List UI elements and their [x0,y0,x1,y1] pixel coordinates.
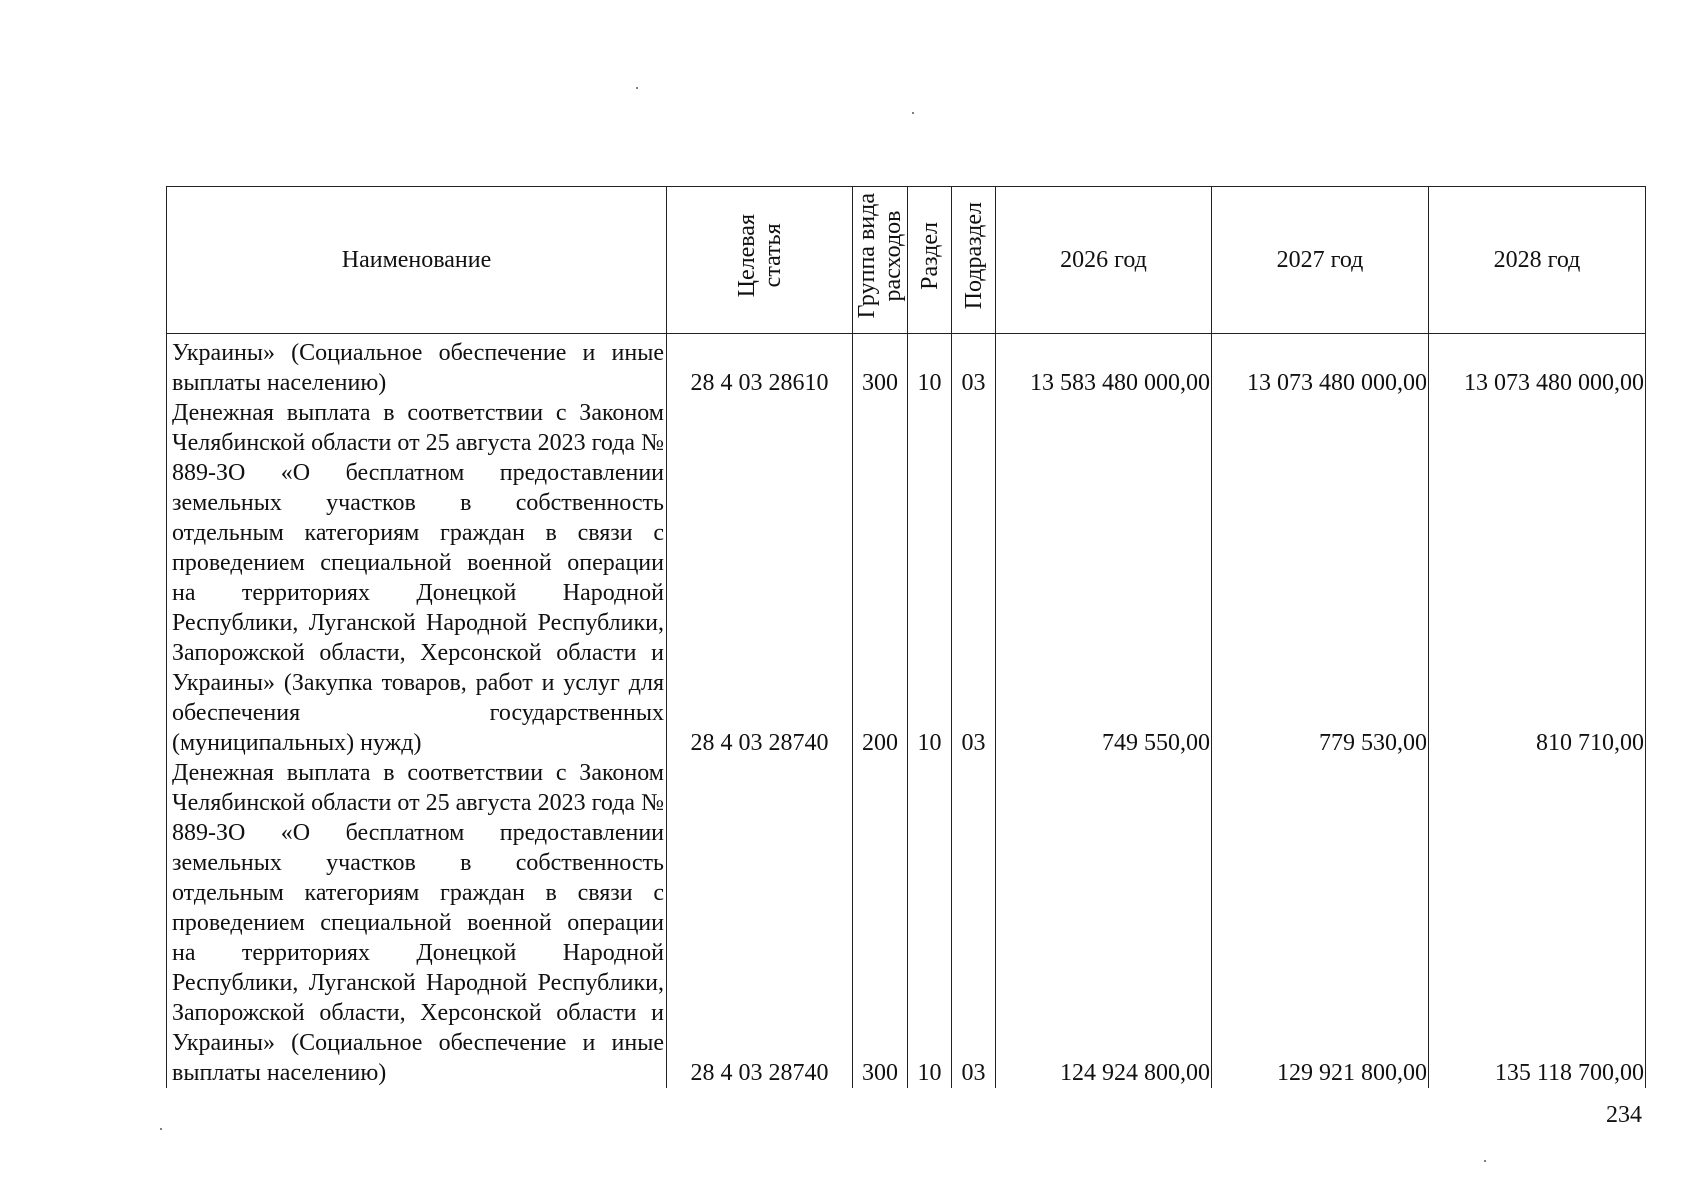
row-year-2028: 810 710,00 [1429,398,1646,758]
header-expense-group: Группа вида расходов [853,187,908,334]
row-expense-group: 300 [853,334,908,399]
row-subsection: 03 [952,334,996,399]
header-section: Раздел [908,187,952,334]
scan-speck [160,1128,162,1130]
row-subsection: 03 [952,398,996,758]
header-year-2026: 2026 год [996,187,1212,334]
row-name: Украины» (Социальное обеспечение и иные выплаты населению) [167,334,667,399]
budget-table [166,186,1646,1088]
header-year-2027: 2027 год [1212,187,1429,334]
row-year-2026: 124 924 800,00 [996,758,1212,1088]
table-row [167,758,1646,1088]
row-name: Денежная выплата в соответствии с Законом Челябинской области от 25 августа 2023 года № 889-ЗО «О бесплатном предоставлении земельных участков в собственность отдельным категориям граждан в связи с проведением специальной военной операции на территориях Донецкой Народной Республики, Луганской Народной Республики, Запорожской области, Херсонской области и Украины» (Социальное обеспечение и иные выплаты населению) [167,758,667,1088]
row-year-2027: 779 530,00 [1212,398,1429,758]
header-subsection: Подраздел [952,187,996,334]
table-row [167,334,1646,399]
scan-speck [912,112,914,114]
header-name: Наименование [167,187,667,334]
row-year-2026: 13 583 480 000,00 [996,334,1212,399]
scan-speck [636,87,638,89]
header-year-2028: 2028 год [1429,187,1646,334]
row-year-2028: 135 118 700,00 [1429,758,1646,1088]
scan-speck [1484,1160,1486,1162]
row-expense-group: 200 [853,398,908,758]
row-section: 10 [908,398,952,758]
row-name: Денежная выплата в соответствии с Законом Челябинской области от 25 августа 2023 года № 889-ЗО «О бесплатном предоставлении земельных участков в собственность отдельным категориям граждан в связи с проведением специальной военной операции на территориях Донецкой Народной Республики, Луганской Народной Республики, Запорожской области, Херсонской области и Украины» (Закупка товаров, работ и услуг для обеспечения государственных (муниципальных) нужд) [167,398,667,758]
row-year-2028: 13 073 480 000,00 [1429,334,1646,399]
row-target-article: 28 4 03 28740 [667,398,853,758]
row-section: 10 [908,758,952,1088]
table-header-row [167,187,1646,334]
table-row [167,398,1646,758]
row-year-2027: 13 073 480 000,00 [1212,334,1429,399]
row-year-2027: 129 921 800,00 [1212,758,1429,1088]
row-subsection: 03 [952,758,996,1088]
page-number: 234 [1606,1102,1642,1128]
row-year-2026: 749 550,00 [996,398,1212,758]
row-target-article: 28 4 03 28740 [667,758,853,1088]
row-section: 10 [908,334,952,399]
header-target-article: Целевая статья [667,187,853,334]
row-expense-group: 300 [853,758,908,1088]
row-target-article: 28 4 03 28610 [667,334,853,399]
